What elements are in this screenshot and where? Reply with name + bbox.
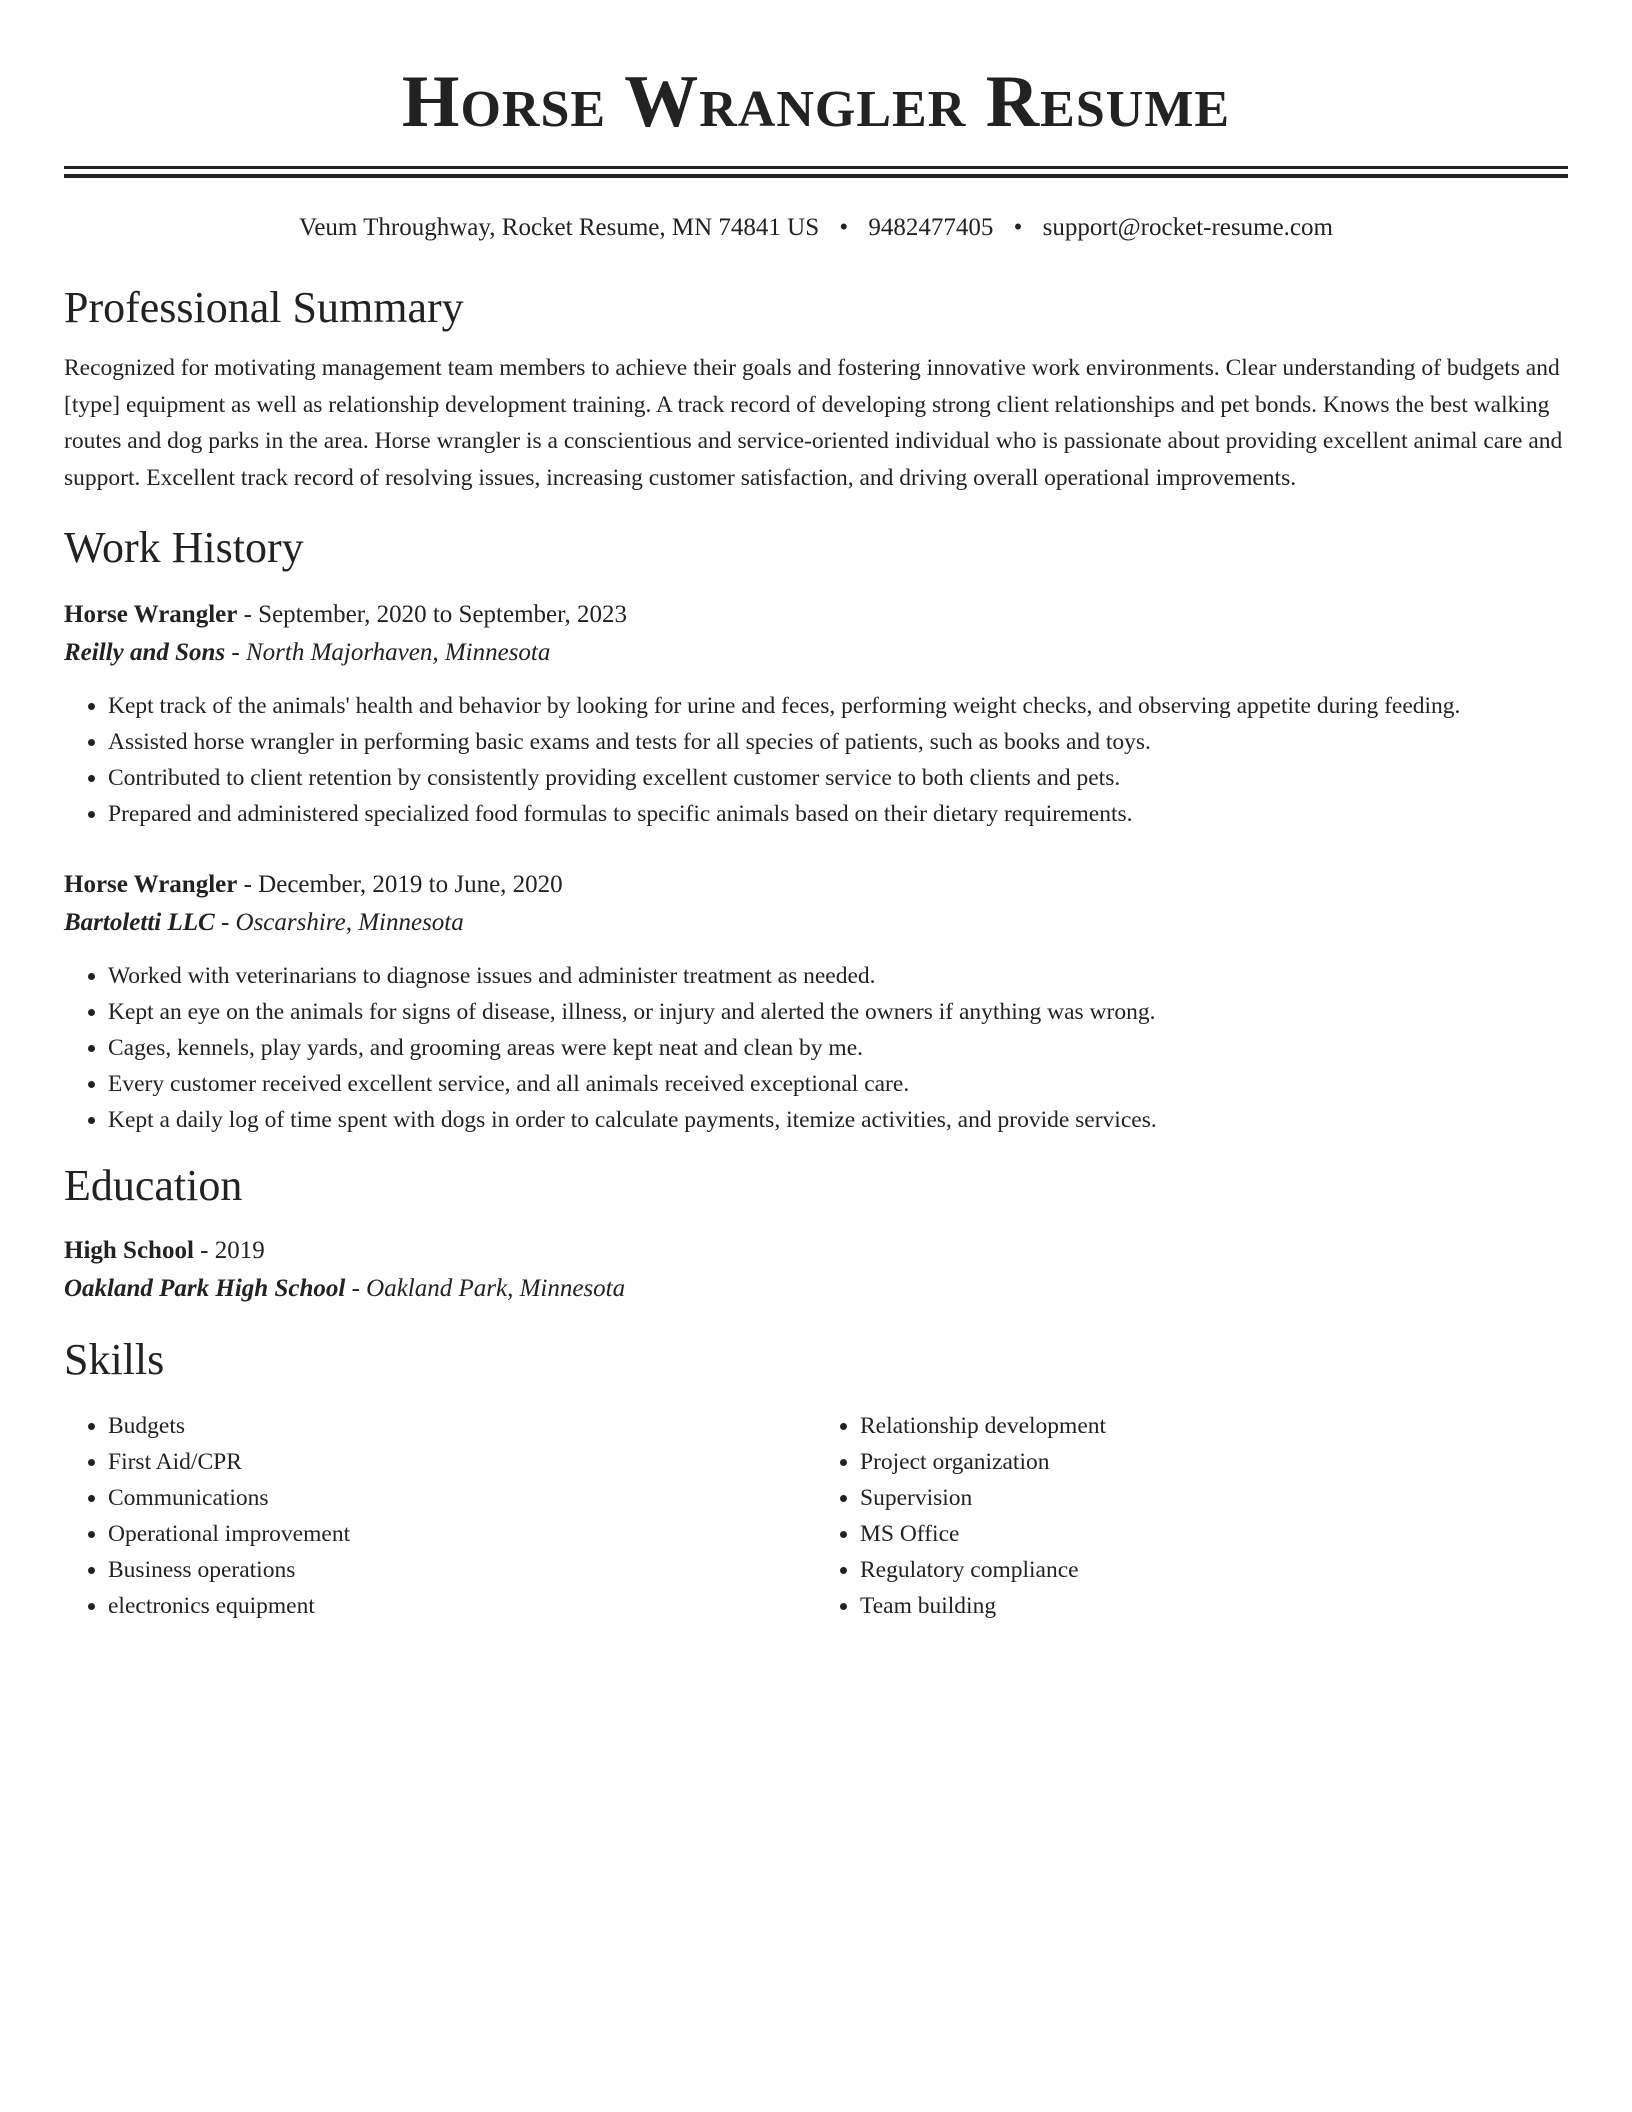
job-company: Reilly and Sons	[64, 639, 226, 666]
section-heading-education: Education	[64, 1161, 243, 1210]
page-title: Horse Wrangler Resume	[401, 61, 1231, 143]
job-duties-list	[64, 688, 1568, 832]
contact-separator: •	[1013, 214, 1023, 241]
job-title-line	[64, 866, 1568, 904]
list-item: • Project organization	[860, 1444, 1568, 1480]
list-item: • Assisted horse wrangler in performing basic exams and tests for all species of patients, such as books and toys.	[108, 724, 1568, 760]
job-dates: - December, 2019 to June, 2020	[237, 871, 563, 898]
section-heading-skills: Skills	[64, 1335, 165, 1384]
job-dates: - September, 2020 to September, 2023	[237, 601, 627, 628]
education-location: - Oakland Park, Minnesota	[345, 1275, 626, 1302]
list-item: • Business operations	[108, 1552, 816, 1588]
list-item: • Supervision	[860, 1480, 1568, 1516]
job-title-line	[64, 596, 1568, 634]
education-year: - 2019	[193, 1237, 265, 1264]
list-item: • Every customer received excellent service, and all animals received exceptional care.	[108, 1066, 1568, 1102]
section-heading-work-history: Work History	[64, 523, 304, 572]
job-entry	[64, 866, 1568, 1138]
education-degree: High School	[64, 1237, 194, 1264]
title-divider-top	[64, 166, 1568, 169]
section-heading-summary: Professional Summary	[64, 283, 464, 332]
contact-email: support@rocket-resume.com	[1042, 214, 1333, 241]
education-school-line	[64, 1270, 1568, 1308]
summary-text: Recognized for motivating management team members to achieve their goals and fostering innovative work environments. Clear understanding of budgets and [type] equipment as well as relationship development training. A track record of developing strong client relationships and pet bonds. Knows the best walking routes and dog parks in the area. Horse wrangler is a conscientious and service-oriented individual who is passionate about providing excellent animal care and support. Excellent track record of resolving issues, increasing customer satisfaction, and driving overall operational improvements.	[64, 355, 1563, 491]
job-company-line	[64, 904, 1568, 942]
list-item: • Communications	[108, 1480, 816, 1516]
education-entry	[64, 1232, 1568, 1308]
education-school: Oakland Park High School	[64, 1275, 346, 1302]
list-item: • Regulatory compliance	[860, 1552, 1568, 1588]
job-duties-list	[64, 958, 1568, 1138]
job-company: Bartoletti LLC	[64, 909, 215, 936]
job-entry	[64, 596, 1568, 832]
skills-list-left	[64, 1408, 816, 1624]
list-item: • Kept an eye on the animals for signs of disease, illness, or injury and alerted the owners if anything was wrong.	[108, 994, 1568, 1030]
job-company-line	[64, 634, 1568, 672]
list-item: • Cages, kennels, play yards, and grooming areas were kept neat and clean by me.	[108, 1030, 1568, 1066]
list-item: • Kept track of the animals' health and behavior by looking for urine and feces, performing weight checks, and observing appetite during feeding.	[108, 688, 1568, 724]
list-item: • Contributed to client retention by consistently providing excellent customer service to both clients and pets.	[108, 760, 1568, 796]
job-title: Horse Wrangler	[64, 601, 238, 628]
contact-address: Veum Throughway, Rocket Resume, MN 74841 US	[299, 214, 820, 241]
list-item: • Kept a daily log of time spent with dogs in order to calculate payments, itemize activities, and provide services.	[108, 1102, 1568, 1138]
job-location: - Oscarshire, Minnesota	[214, 909, 464, 936]
list-item: • Prepared and administered specialized food formulas to specific animals based on their dietary requirements.	[108, 796, 1568, 832]
list-item: • electronics equipment	[108, 1588, 816, 1624]
title-divider-bottom	[64, 174, 1568, 178]
list-item: • MS Office	[860, 1516, 1568, 1552]
list-item: • Team building	[860, 1588, 1568, 1624]
list-item: • Relationship development	[860, 1408, 1568, 1444]
list-item: • Operational improvement	[108, 1516, 816, 1552]
contact-separator: •	[839, 214, 849, 241]
list-item: • Budgets	[108, 1408, 816, 1444]
education-degree-line	[64, 1232, 1568, 1270]
skills-list-right	[816, 1408, 1568, 1624]
contact-phone: 9482477405	[868, 214, 994, 241]
skills-columns	[64, 1408, 1568, 1624]
job-location: - North Majorhaven, Minnesota	[225, 639, 551, 666]
list-item: • Worked with veterinarians to diagnose issues and administer treatment as needed.	[108, 958, 1568, 994]
list-item: • First Aid/CPR	[108, 1444, 816, 1480]
contact-line	[64, 212, 1568, 244]
job-title: Horse Wrangler	[64, 871, 238, 898]
